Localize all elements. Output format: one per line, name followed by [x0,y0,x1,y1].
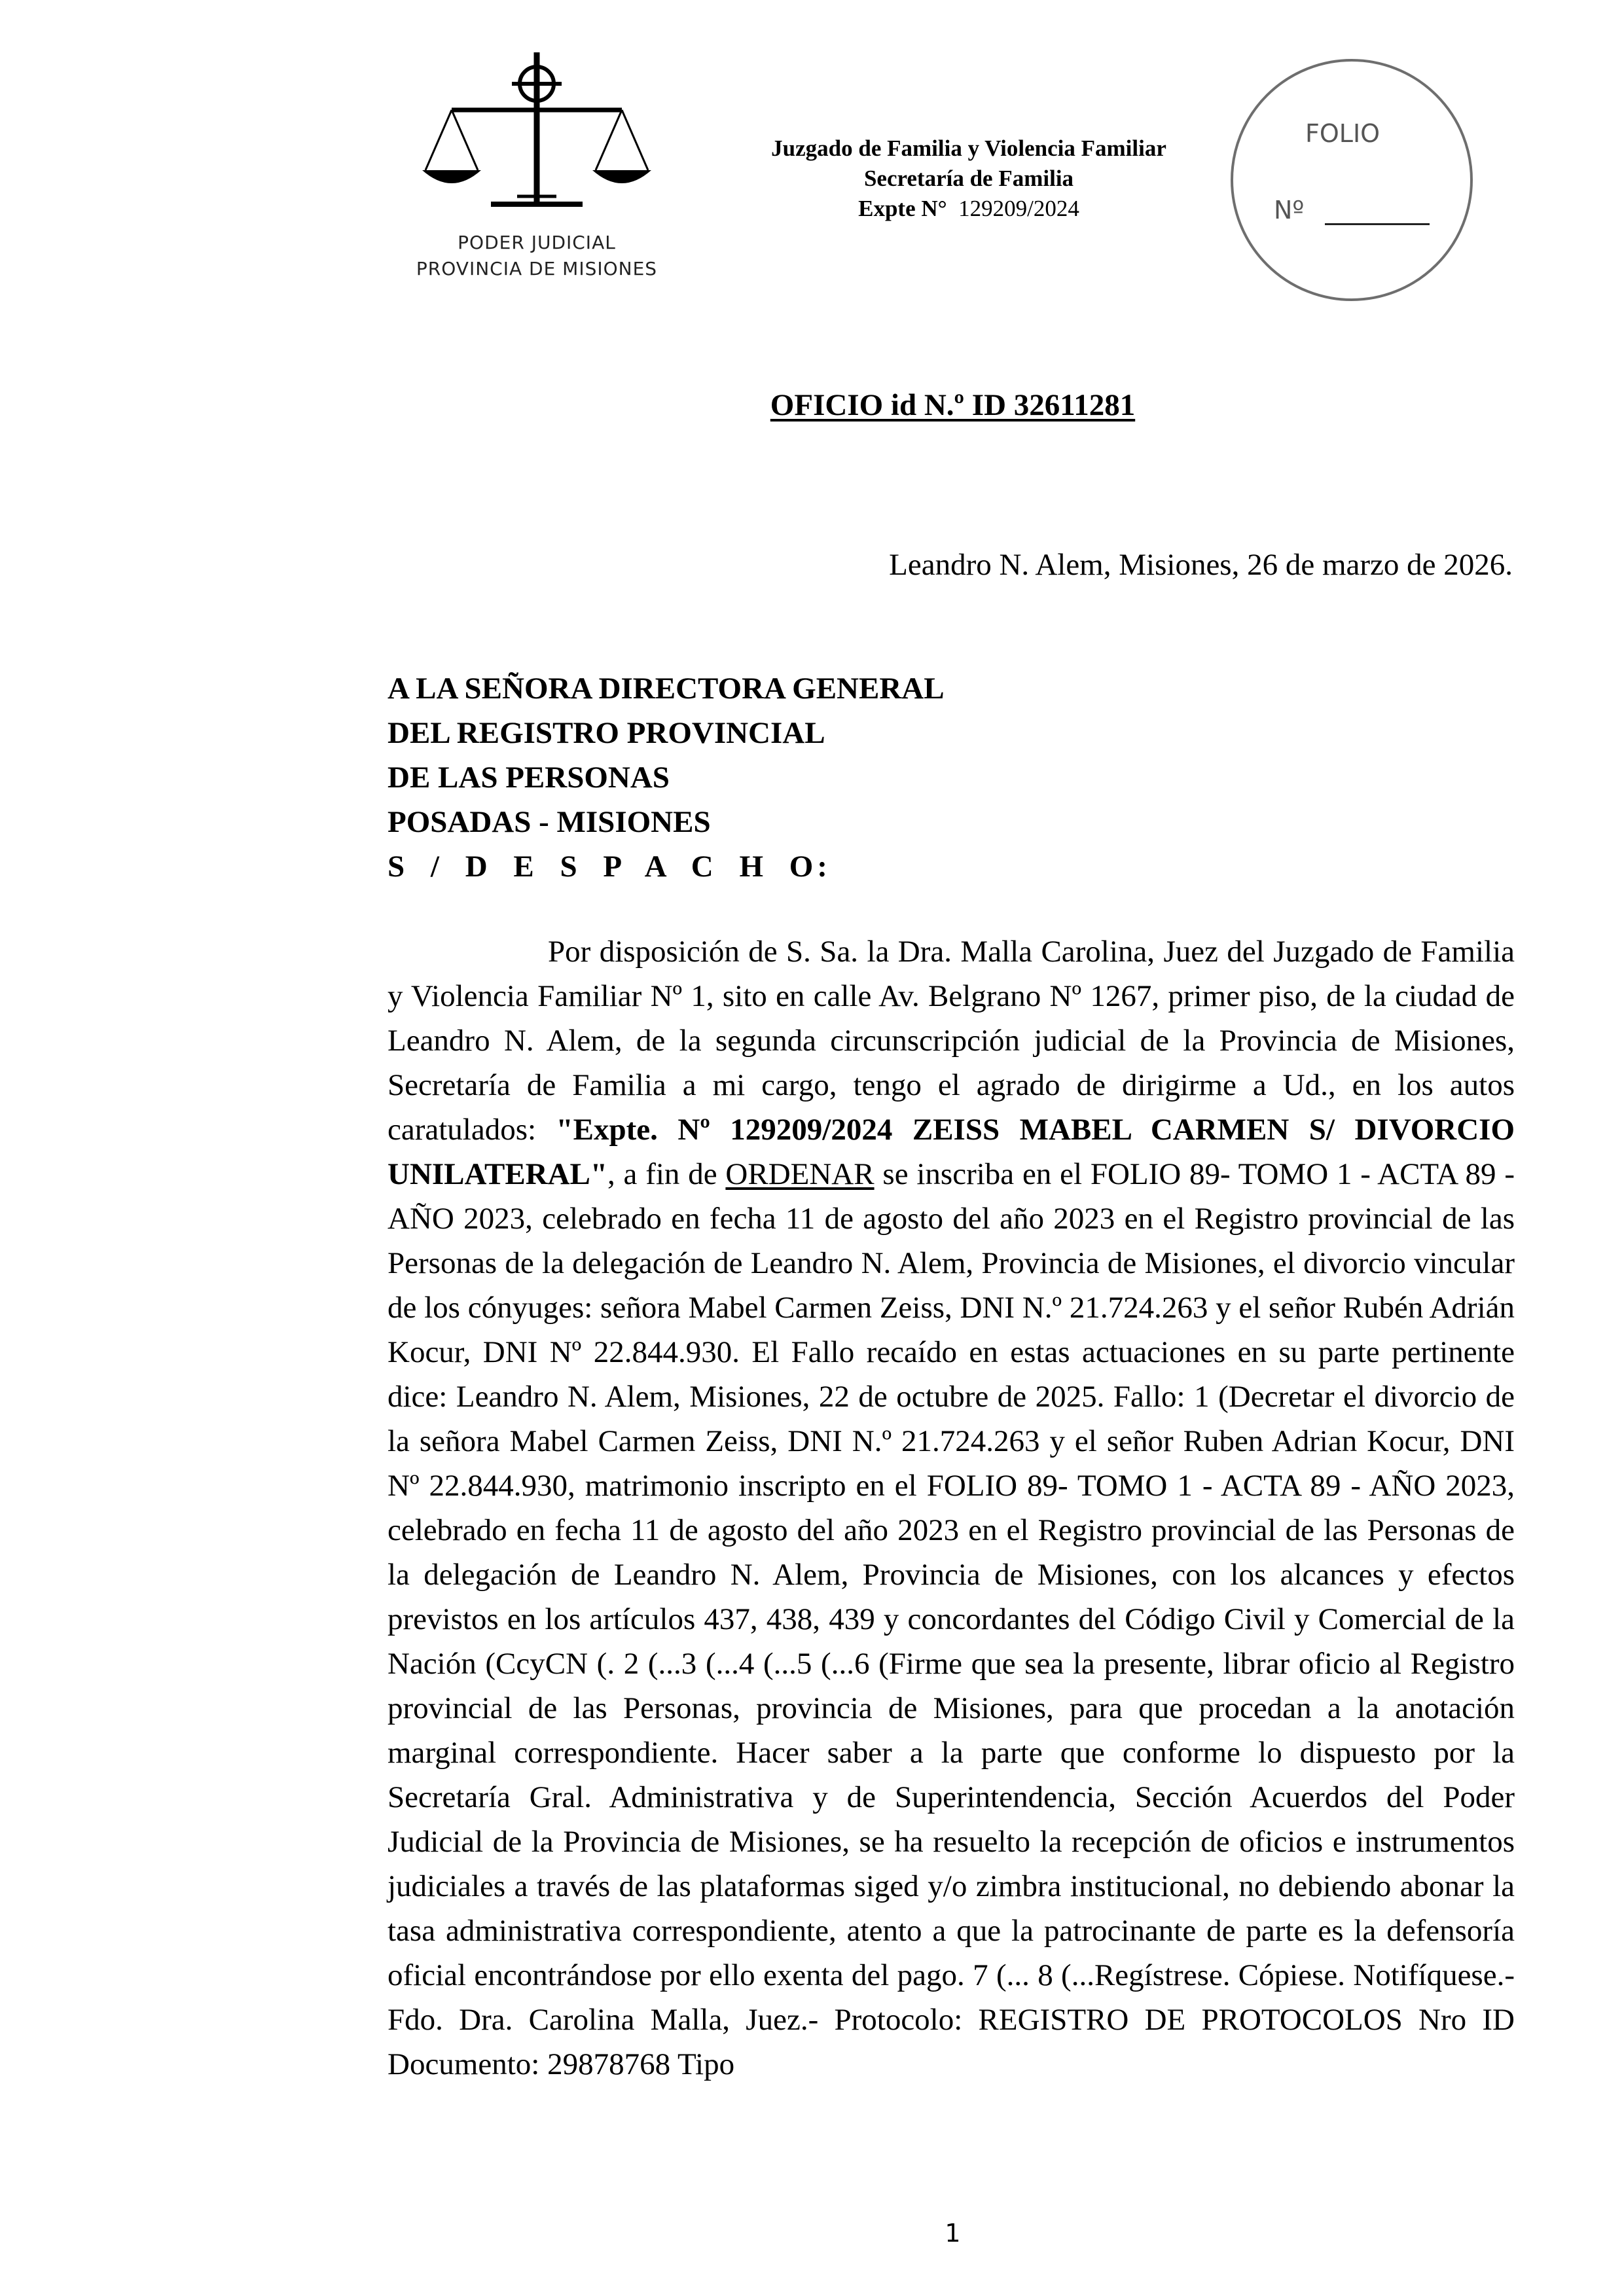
addressee-line: DE LAS PERSONAS [388,761,670,795]
body-intro: Por disposición de S. Sa. la Dra. Malla Carolina, Juez del Juzgado de Familia y Violencia Familiar Nº 1, sito en calle Av. Belgrano Nº 1267, primer piso, de la ciudad de Leandro N. Alem, de la segunda circunscripción judicial de la Provincia de Misiones, Secretaría de Familia a mi cargo, tengo el agrado de dirigirme a Ud., en los autos caratulados: [388,935,1515,1147]
folio-number-label: Nº [1274,196,1305,224]
ordenar-word: ORDENAR [725,1157,875,1191]
body-text-3: se inscriba en el FOLIO 89- TOMO 1 - ACTA 89 - AÑO 2023, celebrado en fecha 11 de agosto del año 2023 en el Registro provincial de las Personas de la delegación de Leandro N. Alem, Provincia de Misiones, el divorcio vincular de los cónyuges: señora Mabel Carmen Zeiss, DNI N.º 21.724.263 y el señor Rubén Adrián Kocur, DNI Nº 22.844.930. El Fallo recaído en estas actuaciones en su parte pertinente dice: Leandro N. Alem, Misiones, 22 de octubre de 2025. Fallo: 1 (Decretar el divorcio de la señora Mabel Carmen Zeiss, DNI N.º 21.724.263 y el señor Ruben Adrian Kocur, DNI Nº 22.844.930, matrimonio inscripto en el FOLIO 89- TOMO 1 - ACTA 89 - AÑO 2023, celebrado en fecha 11 de agosto del año 2023 en el Registro provincial de las Personas de la delegación de Leandro N. Alem, Provincia de Misiones, con los alcances y efectos previstos en los artículos 437, 438, 439 y concordantes del Código Civil y Comercial de la Nación (CcyCN (. 2 (...3 (...4 (...5 (...6 (Firme que sea la presente, librar oficio al Registro provincial de las Personas, provincia de Misiones, para que procedan a la anotación marginal correspondiente. Hacer saber a la parte que conforme lo dispuesto por la Secretaría Gral. Administrativa y de Superintendencia, Sección Acuerdos del Poder Judicial de la Provincia de Misiones, se ha resuelto la recepción de oficios e instrumentos judiciales a través de las plataformas siged y/o zimbra institucional, no debiendo abonar la tasa administrativa correspondiente, atento a que la patrocinante de parte es la defensoría oficial encontrándose por ello exenta del pago. 7 (... 8 (...Regístrese. Cópiese. Notifíquese.- Fdo. Dra. Carolina Malla, Juez.- Protocolo: REGISTRO DE PROTOCOLOS Nro ID Documento: 29878768 Tipo [388,1157,1515,2081]
body-paragraph [388,929,1515,2087]
expte-line [681,194,1257,224]
logo-text-poder-judicial: PODER JUDICIAL [458,232,616,253]
logo-text-provincia: PROVINCIA DE MISIONES [416,258,658,279]
expte-label: Expte N° [858,196,947,221]
folio-title: FOLIO [1305,119,1380,148]
despacho-line: S / D E S P A C H O: [388,850,831,884]
addressee-line: POSADAS - MISIONES [388,805,711,839]
folio-stamp [1231,59,1473,301]
expte-number: 129209/2024 [958,196,1079,221]
addressee-block [388,666,945,889]
oficio-title: OFICIO id N.º ID 32611281 [770,388,1136,422]
page-number: 1 [945,2219,961,2248]
body-text-2: , a fin de [607,1157,726,1191]
poder-judicial-logo [393,39,681,295]
caratula: "Expte. Nº 129209/2024 ZEISS MABEL CARMEN S/ DIVORCIO UNILATERAL" [388,1113,1515,1191]
addressee-line: DEL REGISTRO PROVINCIAL [388,716,825,750]
secretaria-name: Secretaría de Familia [863,166,1074,191]
court-header [681,134,1257,224]
court-name: Juzgado de Familia y Violencia Familiar [771,135,1166,161]
folio-number-blank [1325,223,1430,225]
scales-of-justice-icon [419,39,655,229]
addressee-line: A LA SEÑORA DIRECTORA GENERAL [388,672,945,706]
place-date: Leandro N. Alem, Misiones, 26 de marzo de 2026. [889,548,1513,582]
